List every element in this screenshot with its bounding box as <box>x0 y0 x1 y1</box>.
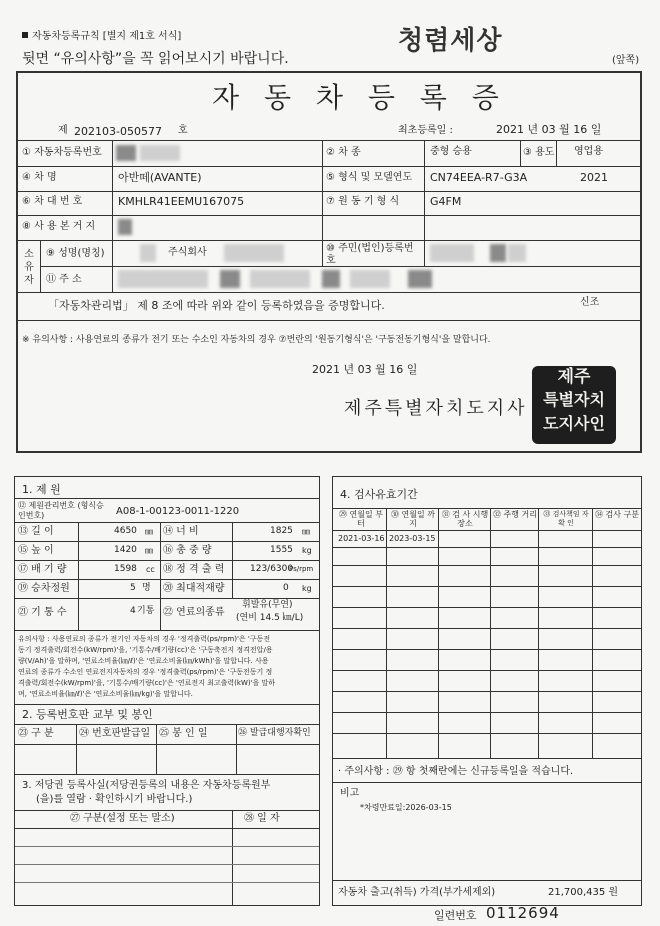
regulation-label <box>22 32 181 42</box>
grid-line <box>333 586 641 587</box>
print-no: 0112694 <box>486 904 560 922</box>
power-unit: Ps/rpm <box>289 565 314 573</box>
remarks-label: 비고 <box>340 788 360 799</box>
gross-weight-unit: kg <box>302 546 312 555</box>
issuer: 제주특별자치도지사 <box>344 398 528 419</box>
cert-text: 「자동차관리법」 제 8 조에 따라 위와 같이 등록하였음을 증명합니다. <box>48 299 385 312</box>
grid-line <box>18 320 640 321</box>
plate-col-issue-date: ㉔ 번호판발급일 <box>79 728 151 739</box>
plate-col-agent: ㉖ 발급대행자확인 <box>238 728 311 738</box>
redacted-block <box>224 244 284 262</box>
redacted-block <box>350 270 390 288</box>
grid-line <box>538 508 539 758</box>
grid-line <box>15 630 319 631</box>
usage-label: ③ 용도 <box>523 147 555 158</box>
square-bullet-icon <box>22 32 28 38</box>
grid-line <box>15 598 319 599</box>
grid-line <box>424 140 425 240</box>
grid-line <box>15 560 319 561</box>
plate-title: 2. 등록번호판 교부 및 봉인 <box>22 708 153 721</box>
redacted-block <box>490 244 506 262</box>
redacted-block <box>118 219 132 235</box>
cylinders-label: ㉑ 기 통 수 <box>18 607 67 618</box>
regulation-text: 자동차등록규칙 [별지 제1호 서식] <box>32 31 182 42</box>
engine-value: G4FM <box>430 195 462 208</box>
vehicle-type-value: 중형 승용 <box>430 146 472 157</box>
grid-line <box>333 649 641 650</box>
redacted-block <box>140 145 180 161</box>
seats-unit: 명 <box>142 583 151 593</box>
insp-col-to-text: ㉚ 연월일 까지 <box>391 510 435 528</box>
owner-side-label <box>22 248 36 287</box>
plate-col-type: ㉓ 구 분 <box>18 728 54 739</box>
engine-label: ⑦ 원 동 기 형 식 <box>326 196 400 207</box>
document-title: 자 동 차 등 록 증 <box>212 81 507 114</box>
notice-read: 뒷면 “유의사항”을 꼭 읽어보시기 바랍니다. <box>22 51 289 67</box>
owner-side-text: 소유자 <box>24 249 34 286</box>
spec-note-line: 유의사항 : 사용연료의 종류가 전기인 자동차의 경우 '정격출력(ps/rpm)'은 '구동전 <box>18 635 271 643</box>
insp-col-inspector <box>540 510 592 528</box>
type-approval-text: ⑫ 제원관리번호 (형식승인번호) <box>18 501 104 520</box>
fuel-value: 휘발유(무연) <box>242 600 293 610</box>
owner-name-value: 주식회사 <box>168 247 207 258</box>
grid-line <box>15 846 319 847</box>
lien-title: 3. 저당권 등록사실(저당권등록의 내용은 자동차등록원부 <box>22 780 271 791</box>
insp-col-mileage <box>492 510 538 519</box>
max-load-unit: kg <box>302 584 312 593</box>
cert-kind: 신조 <box>580 297 600 308</box>
power-label: ⑱ 정 격 출 력 <box>163 564 225 575</box>
spec-note-line: 량(V/Ah)'을 말하며, '연료소비율(㎞/ℓ)'은 '연료소비율(㎞/kWh)'을 말합니다. 사용 <box>18 657 269 665</box>
spec-note-line: 동기 정격출력/회전수(kW/rpm)'을, '기통수/배기량(cc)'은 '구동축전지 정격전압/용 <box>18 646 273 654</box>
grid-line <box>520 140 521 166</box>
gross-weight-label: ⑯ 총 중 량 <box>163 545 212 556</box>
remarks-text: *차령만료일:2026-03-15 <box>360 803 452 812</box>
grid-line <box>236 724 237 774</box>
insp-col-place-text: ㉛ 검 사 시행장소 <box>441 510 489 528</box>
grid-line <box>333 670 641 671</box>
vin-label: ⑥ 차 대 번 호 <box>22 196 83 207</box>
price-value: 21,700,435 원 <box>548 887 619 898</box>
insp-col-mileage-text: ㉜ 주행 거리 <box>493 510 537 519</box>
height-value: 1420 <box>114 545 137 555</box>
grid-line <box>333 712 641 713</box>
grid-line <box>322 140 323 240</box>
grid-line <box>333 547 641 548</box>
seats-label: ⑲ 승차정원 <box>18 583 70 594</box>
insp-col-from <box>336 510 386 528</box>
spec-note-line: 격출력/회전수(kW/rpm)'을, '기통수/배기량(cc)'은 '연료전지 최고출력(kW)'을 말하 <box>18 679 276 687</box>
width-value: 1825 <box>270 526 293 536</box>
width-label: ⑭ 너 비 <box>163 526 199 537</box>
car-name-label: ④ 차 명 <box>22 172 57 183</box>
redacted-block <box>508 244 526 262</box>
grid-line <box>15 522 319 523</box>
owner-name-label: ⑨ 성명(명칭) <box>46 248 105 259</box>
grid-line <box>333 530 641 531</box>
displacement-unit: cc <box>146 565 155 574</box>
reg-no-suffix: 호 <box>178 125 188 136</box>
seal-line-3: 도지사인 <box>543 414 605 433</box>
grid-line <box>592 508 593 758</box>
grid-line <box>15 724 319 725</box>
grid-line <box>333 782 641 783</box>
vin-value: KMHLR41EEMU167075 <box>118 195 245 208</box>
grid-line <box>333 607 641 608</box>
redacted-block <box>408 270 432 288</box>
cylinders-value: 4 <box>130 606 136 616</box>
insp-notice: · 주의사항 : ㉙ 항 첫째란에는 신규등록일을 적습니다. <box>338 766 574 777</box>
grid-line <box>160 522 161 630</box>
brand-logo <box>398 28 502 54</box>
lien-col-date: ㉘ 일 자 <box>244 813 280 824</box>
vehicle-type-label: ② 차 종 <box>326 147 361 158</box>
gross-weight-value: 1555 <box>270 545 293 555</box>
type-approval-label <box>18 501 110 521</box>
length-unit: ㎜ <box>145 527 153 536</box>
displacement-label: ⑰ 배 기 량 <box>18 564 67 575</box>
vehicle-reg-no-label: ① 자동차등록번호 <box>22 147 102 158</box>
base-label: ⑧ 사 용 본 거 지 <box>22 221 96 232</box>
reg-no-label: 제 <box>58 125 68 136</box>
grid-line <box>15 744 319 745</box>
insp-col-kind <box>594 510 640 519</box>
grid-line <box>156 724 157 774</box>
grid-line <box>15 541 319 542</box>
issue-date: 2021 년 03 월 16 일 <box>312 363 418 376</box>
grid-line <box>232 810 233 906</box>
grid-line <box>333 758 641 759</box>
grid-line <box>15 579 319 580</box>
seal-line-2: 특별자치 <box>543 390 605 409</box>
grid-line <box>78 522 79 630</box>
grid-line <box>15 810 319 811</box>
grid-line <box>438 508 439 758</box>
fuel-efficiency: (연비 14.5 ㎞/L) <box>236 613 304 623</box>
grid-line <box>76 724 77 774</box>
length-value: 4650 <box>114 526 137 536</box>
grid-line <box>112 215 113 240</box>
grid-line <box>112 240 113 292</box>
usage-value: 영업용 <box>574 146 603 157</box>
width-unit: ㎜ <box>302 527 310 536</box>
price-label: 자동차 출고(취득) 가격(부가세제외) <box>338 887 496 898</box>
grid-line <box>333 628 641 629</box>
insp-col-place <box>440 510 490 528</box>
redacted-block <box>322 270 340 288</box>
print-no-label: 일련번호 <box>434 909 477 922</box>
first-reg-date: 2021 년 03 월 16 일 <box>496 123 602 136</box>
grid-line <box>333 691 641 692</box>
grid-line <box>322 240 323 266</box>
spec-title: 1. 제 원 <box>22 483 61 496</box>
grid-line <box>18 292 640 293</box>
insp-row1-from: 2021-03-16 <box>338 534 385 543</box>
grid-line <box>40 240 41 292</box>
seats-value: 5 <box>130 583 136 593</box>
grid-line <box>490 508 491 758</box>
type-approval-value: A08-1-00123-0011-1220 <box>116 506 240 517</box>
owner-id-text: ⑩ 주민(법인)등록번호 <box>326 243 414 266</box>
first-reg-label: 최초등록일 : <box>398 125 453 136</box>
grid-line <box>424 240 425 266</box>
official-seal <box>532 366 616 444</box>
lien-title-2: (을)를 열람 · 확인하시기 바랍니다.) <box>36 794 193 805</box>
grid-line <box>386 508 387 758</box>
notice-text: ※ 유의사항 : 사용연료의 종류가 전기 또는 수소인 자동차의 경우 ⑦번란의 '원동기형식'은 '구동전동기형식'을 말합니다. <box>22 335 491 345</box>
address-label: ⑪ 주 소 <box>46 274 82 285</box>
grid-line <box>333 880 641 881</box>
max-load-label: ⑳ 최대적재량 <box>163 583 225 594</box>
inspection-title: 4. 검사유효기간 <box>340 488 418 501</box>
insp-row1-to: 2023-03-15 <box>389 534 436 543</box>
redacted-block <box>118 270 208 288</box>
displacement-value: 1598 <box>114 564 137 574</box>
front-label: (앞쪽) <box>612 55 640 66</box>
grid-line <box>333 733 641 734</box>
plate-col-seal-date: ㉕ 봉 인 일 <box>159 728 208 739</box>
grid-line <box>556 140 557 166</box>
model-year: 2021 <box>580 171 608 184</box>
redacted-block <box>220 270 240 288</box>
max-load-value: 0 <box>283 583 289 593</box>
grid-line <box>15 498 319 499</box>
length-label: ⑬ 길 이 <box>18 526 54 537</box>
redacted-block <box>430 244 474 262</box>
spec-note-line: 연료의 종류가 수소인 연료전지자동차의 경우 '정격출력(ps/rpm)'은 '구동전동기 정 <box>18 668 273 676</box>
car-name-value: 아반떼(AVANTE) <box>118 171 202 184</box>
fuel-label: ㉒ 연료의종류 <box>163 607 225 618</box>
grid-line <box>333 565 641 566</box>
insp-col-from-text: ㉙ 연월일 부터 <box>339 510 383 528</box>
redacted-block <box>140 244 156 262</box>
owner-id-label <box>326 243 422 267</box>
grid-line <box>333 508 641 509</box>
height-unit: ㎜ <box>145 546 153 555</box>
model-label: ⑤ 형식 및 모델연도 <box>326 172 413 183</box>
spec-note-line: 며, '연료소비율(㎞/ℓ)'은 '연료소비율(㎞/kg)'을 말합니다. <box>18 690 193 698</box>
cylinders-unit: 기통 <box>137 606 155 616</box>
brand-logo-text: 청렴세상 <box>398 26 503 56</box>
grid-line <box>15 864 319 865</box>
grid-line <box>15 704 319 705</box>
reg-no: 202103-050577 <box>74 125 162 138</box>
insp-col-kind-text: ㉞ 검사 구분 <box>595 510 639 519</box>
grid-line <box>15 882 319 883</box>
power-value: 123/6300 <box>250 564 294 574</box>
insp-col-inspector-text: ㉝ 검사책임 자 확 인 <box>543 510 589 527</box>
grid-line <box>15 774 319 775</box>
height-label: ⑮ 높 이 <box>18 545 54 556</box>
redacted-block <box>250 270 310 288</box>
insp-col-to <box>388 510 438 528</box>
seal-line-1: 제주 <box>557 367 591 387</box>
grid-line <box>15 828 319 829</box>
lien-col-kind: ㉗ 구분(설정 또는 말소) <box>70 813 175 824</box>
redacted-block <box>116 145 136 161</box>
grid-line <box>232 522 233 598</box>
model-value: CN74EEA-R7-G3A <box>430 171 528 184</box>
